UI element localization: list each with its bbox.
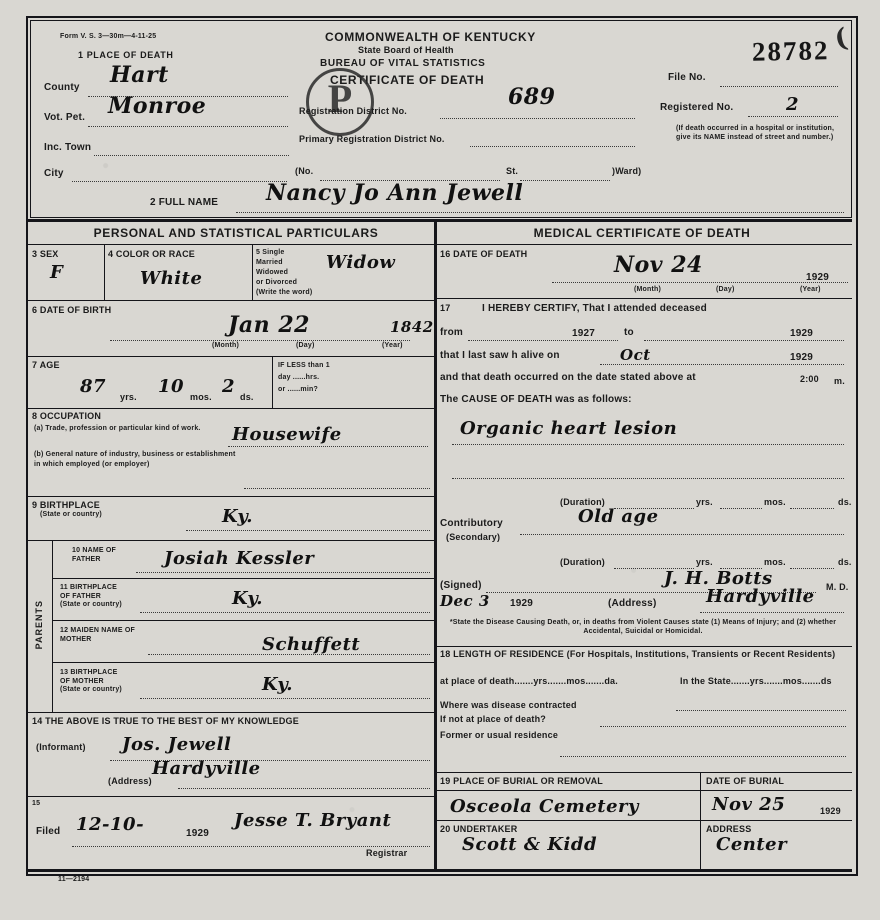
bottom-divider (28, 869, 852, 872)
cause-of-death-value: Organic heart lesion (460, 418, 678, 439)
signed-address-value: Hardyville (706, 586, 815, 607)
undertaker-label: 20 UNDERTAKER (440, 824, 518, 834)
informant-value: Jos. Jewell (122, 734, 232, 755)
registered-no-label: Registered No. (660, 102, 734, 113)
date-of-birth-value: Jan 22 (228, 312, 310, 338)
primary-registration-label: Primary Registration District No. (299, 134, 445, 144)
cause-duration-mos: mos. (764, 497, 786, 507)
contrib-duration-ds: ds. (838, 557, 852, 567)
footer-code: 11—2194 (58, 876, 90, 883)
age-less-line3: or ......min? (278, 386, 318, 393)
primary-registration-rule (470, 146, 635, 147)
cause-footnote: *State the Disease Causing Death, or, in deaths from Violent Causes state (1) Means of Injury; and (2) whether Accidental, Suicidal or Homicidal. (449, 619, 837, 635)
age-mos-label: mos. (190, 392, 212, 402)
residence-where-contracted-label: Where was disease contracted (440, 700, 577, 710)
mother-birthplace-sub: (State or country) (60, 686, 122, 693)
full-name-value: Nancy Jo Ann Jewell (266, 180, 524, 206)
informant-row-rule (28, 796, 434, 797)
father-name-rule (136, 572, 430, 573)
county-label: County (44, 82, 80, 93)
contributory-label: Contributory (440, 518, 503, 529)
age-cell-divider (272, 356, 273, 408)
cause-of-death-label: The CAUSE OF DEATH was as follows: (440, 394, 632, 405)
last-saw-rule (600, 364, 844, 365)
full-name-label: 2 FULL NAME (150, 197, 219, 208)
cause-duration-ds-rule (790, 508, 834, 509)
color-race-label: 4 COLOR OR RACE (108, 249, 196, 259)
street-no-label: (No. (295, 166, 314, 176)
former-residence-rule (560, 756, 846, 757)
dod-day-sub: (Day) (716, 286, 735, 293)
sex-value: F (50, 262, 64, 283)
undertaker-value: Scott & Kidd (462, 834, 598, 855)
last-saw-label: that I last saw h alive on (440, 350, 560, 361)
death-occurred-label: and that death occurred on the date stated above at (440, 372, 696, 383)
informant-address-rule (178, 788, 430, 789)
cause-rule-1 (452, 444, 844, 445)
contrib-duration-yrs: yrs. (696, 557, 713, 567)
certify-number: 17 (440, 303, 451, 313)
panel-header-rule (28, 244, 852, 245)
parents-column-divider (52, 540, 53, 712)
date-of-birth-label: 6 DATE OF BIRTH (32, 305, 112, 315)
vot-pet-rule (88, 126, 288, 127)
left-row1-rule (28, 300, 434, 301)
age-row-rule (28, 408, 434, 409)
registered-no-rule (748, 116, 838, 117)
last-saw-value: Oct (620, 346, 651, 364)
father-name-value: Josiah Kessler (164, 548, 315, 569)
parents-label: PARENTS (34, 600, 44, 650)
burial-header-rule (437, 790, 852, 791)
dod-year-sub: (Year) (800, 286, 821, 293)
inc-town-label: Inc. Town (44, 142, 92, 153)
marital-instruction: (Write the word) (256, 289, 313, 296)
age-less-line1: IF LESS than 1 (278, 362, 330, 369)
age-yrs-label: yrs. (120, 392, 137, 402)
filed-label: Filed (36, 826, 61, 837)
occupation-b-rule (244, 488, 430, 489)
marital-label: 5 Single (256, 249, 285, 256)
jurisdiction-title: COMMONWEALTH OF KENTUCKY (325, 30, 536, 44)
inc-town-rule (94, 155, 289, 156)
age-label: 7 AGE (32, 360, 60, 370)
age-less-line2: day ......hrs. (278, 374, 320, 381)
registration-district-label: Registration District No. (299, 106, 408, 116)
filed-date-value: 12-10- (76, 814, 145, 835)
registrar-signature-value: Jesse T. Bryant (234, 810, 392, 831)
section-divider (28, 219, 852, 222)
color-race-value: White (140, 268, 203, 289)
where-contracted-rule (676, 710, 846, 711)
sex-cell-divider (104, 245, 105, 301)
father-birthplace-label: 11 BIRTHPLACE OF FATHER (60, 584, 118, 600)
certify-from-value: 1927 (572, 328, 596, 339)
residence-row-rule (437, 772, 852, 773)
form-code: Form V. S. 3—30m—4-11-25 (60, 33, 157, 40)
age-days-value: 2 (222, 376, 236, 397)
mother-maiden-row-rule (52, 662, 434, 663)
ward-label: )Ward) (612, 166, 642, 176)
street-label: St. (506, 166, 519, 176)
dob-month-sub: (Month) (212, 342, 240, 349)
certificate-title: CERTIFICATE OF DEATH (330, 73, 485, 87)
birthplace-row-rule (28, 540, 434, 541)
date-of-death-label: 16 DATE OF DEATH (440, 249, 528, 259)
father-name-row-rule (52, 578, 434, 579)
dod-month-sub: (Month) (634, 286, 662, 293)
right-panel-header: MEDICAL CERTIFICATE OF DEATH (533, 226, 751, 240)
registrar-stamp-p: P (306, 68, 374, 136)
marital-value: Widow (326, 252, 396, 273)
signed-value: J. H. Botts (664, 568, 773, 589)
burial-date-label: DATE OF BURIAL (706, 776, 785, 786)
occupation-a-label: (a) Trade, profession or particular kind of work. (34, 425, 201, 432)
signed-label: (Signed) (440, 580, 482, 591)
marital-married: Married (256, 259, 283, 266)
occupation-row-rule (28, 496, 434, 497)
certify-to-rule (644, 340, 844, 341)
certify-text: I HEREBY CERTIFY, That I attended deceased (482, 303, 707, 314)
marital-divorced: or Divorced (256, 279, 298, 286)
file-no-label: File No. (668, 72, 706, 83)
residence-if-not-label: If not at place of death? (440, 714, 547, 724)
vot-pet-value: Monroe (108, 93, 207, 119)
father-birthplace-value: Ky. (232, 588, 263, 609)
death-occurred-time: 2:00 (800, 374, 819, 384)
informant-section-label: 14 THE ABOVE IS TRUE TO THE BEST OF MY KNOWLEDGE (32, 716, 299, 726)
father-birthplace-sub: (State or country) (60, 601, 122, 608)
age-years-value: 87 (80, 376, 107, 397)
age-months-value: 10 (158, 376, 185, 397)
dob-row-rule (28, 356, 434, 357)
registrar-label: Registrar (366, 848, 408, 858)
parents-block-rule (28, 712, 434, 713)
informant-address-label: (Address) (108, 776, 152, 786)
dob-year-sub: (Year) (382, 342, 403, 349)
burial-date-value: Nov 25 (712, 794, 786, 815)
undertaker-address-value: Center (716, 834, 788, 855)
county-value: Hart (110, 62, 169, 88)
mother-birthplace-rule (140, 698, 430, 699)
signed-date-value: Dec 3 (440, 592, 490, 610)
mother-maiden-value: Schuffett (262, 634, 361, 655)
left-panel-header: PERSONAL AND STATISTICAL PARTICULARS (93, 226, 379, 240)
certify-to-label: to (624, 327, 634, 338)
mother-birthplace-value: Ky. (262, 674, 293, 695)
occupation-label: 8 OCCUPATION (32, 411, 102, 421)
age-ds-label: ds. (240, 392, 254, 402)
marital-widowed: Widowed (256, 269, 289, 276)
occupation-a-rule (228, 446, 428, 447)
cause-duration-ds: ds. (838, 497, 852, 507)
contrib-duration-mos: mos. (764, 557, 786, 567)
birthplace-label: 9 BIRTHPLACE (32, 500, 100, 510)
color-cell-divider (252, 245, 253, 301)
informant-address-value: Hardyville (152, 758, 261, 779)
secondary-label: (Secondary) (446, 532, 501, 542)
date-of-death-value: Nov 24 (614, 252, 703, 278)
burial-date-year: 1929 (820, 806, 841, 816)
dob-rule (110, 340, 410, 341)
date-of-birth-year-value: 1842 (390, 318, 434, 336)
filed-section-number: 15 (32, 800, 41, 807)
if-not-rule (600, 726, 846, 727)
dob-day-sub: (Day) (296, 342, 315, 349)
residence-label: 18 LENGTH OF RESIDENCE (For Hospitals, Institutions, Transients or Recent Residents) (440, 649, 836, 659)
certify-from-label: from (440, 327, 464, 338)
contributory-value: Old age (578, 506, 659, 527)
contributory-rule (520, 534, 844, 535)
top-right-number: 28782 (751, 35, 830, 67)
occupation-b-label: (b) General nature of industry, business or establishment in which employed (or employer) (34, 451, 236, 468)
panel-divider (434, 219, 437, 872)
dod-row-rule (437, 298, 852, 299)
institution-note: (If death occurred in a hospital or institution, give its NAME instead of street and number.) (676, 125, 835, 141)
date-of-death-year: 1929 (806, 272, 830, 283)
registration-district-rule (440, 118, 635, 119)
burial-column-divider (700, 772, 701, 872)
contributory-duration-label: (Duration) (560, 557, 605, 567)
vot-pet-label: Vot. Pet. (44, 112, 86, 123)
signed-year-value: 1929 (510, 598, 534, 609)
city-rule (72, 181, 287, 182)
signed-address-label: (Address) (608, 598, 657, 609)
registration-district-value: 689 (508, 84, 556, 110)
father-birthplace-row-rule (52, 620, 434, 621)
cause-duration-mos-rule (720, 508, 762, 509)
mother-birthplace-label: 13 BIRTHPLACE OF MOTHER (60, 669, 118, 685)
filed-year-value: 1929 (186, 828, 210, 839)
residence-former-label: Former or usual residence (440, 730, 559, 740)
place-of-death-section-label: 1 PLACE OF DEATH (78, 50, 174, 60)
signed-address-rule (700, 612, 844, 613)
certify-to-value: 1929 (790, 328, 814, 339)
agency-title: State Board of Health (358, 45, 454, 55)
last-saw-year: 1929 (790, 352, 814, 363)
street-rule (520, 180, 610, 181)
undertaker-address-label: ADDRESS (706, 824, 752, 834)
cause-duration-yrs: yrs. (696, 497, 713, 507)
full-name-rule (236, 212, 844, 213)
father-birthplace-rule (140, 612, 430, 613)
date-of-death-rule (552, 282, 848, 283)
birthplace-rule (186, 530, 430, 531)
father-name-label: 10 NAME OF FATHER (72, 547, 117, 563)
margin-mark: ( (832, 23, 851, 55)
bureau-title: BUREAU OF VITAL STATISTICS (320, 58, 486, 69)
birthplace-sub: (State or country) (40, 511, 102, 518)
certify-from-rule (468, 340, 618, 341)
city-label: City (44, 168, 64, 179)
birthplace-value: Ky. (222, 506, 253, 527)
death-occurred-ampm: m. (834, 376, 845, 386)
filed-rule (72, 846, 430, 847)
cause-rule-2 (452, 478, 844, 479)
cause-duration-label: (Duration) (560, 497, 605, 507)
occupation-a-value: Housewife (232, 424, 342, 445)
md-label: M. D. (826, 582, 849, 592)
registered-no-value: 2 (786, 94, 800, 115)
burial-place-value: Osceola Cemetery (450, 796, 639, 817)
certify-row-rule (437, 646, 852, 647)
burial-place-label: 19 PLACE OF BURIAL OR REMOVAL (440, 776, 603, 786)
burial-row-rule (437, 820, 852, 821)
contrib-duration-ds-rule (790, 568, 834, 569)
file-no-rule (720, 86, 838, 87)
mother-maiden-label: 12 MAIDEN NAME OF MOTHER (60, 627, 135, 643)
residence-in-state-label: In the State.......yrs.......mos.......ds (680, 676, 832, 686)
residence-at-place-label: at place of death.......yrs.......mos.......da. (440, 676, 618, 686)
informant-label: (Informant) (36, 742, 86, 752)
sex-label: 3 SEX (32, 249, 59, 259)
